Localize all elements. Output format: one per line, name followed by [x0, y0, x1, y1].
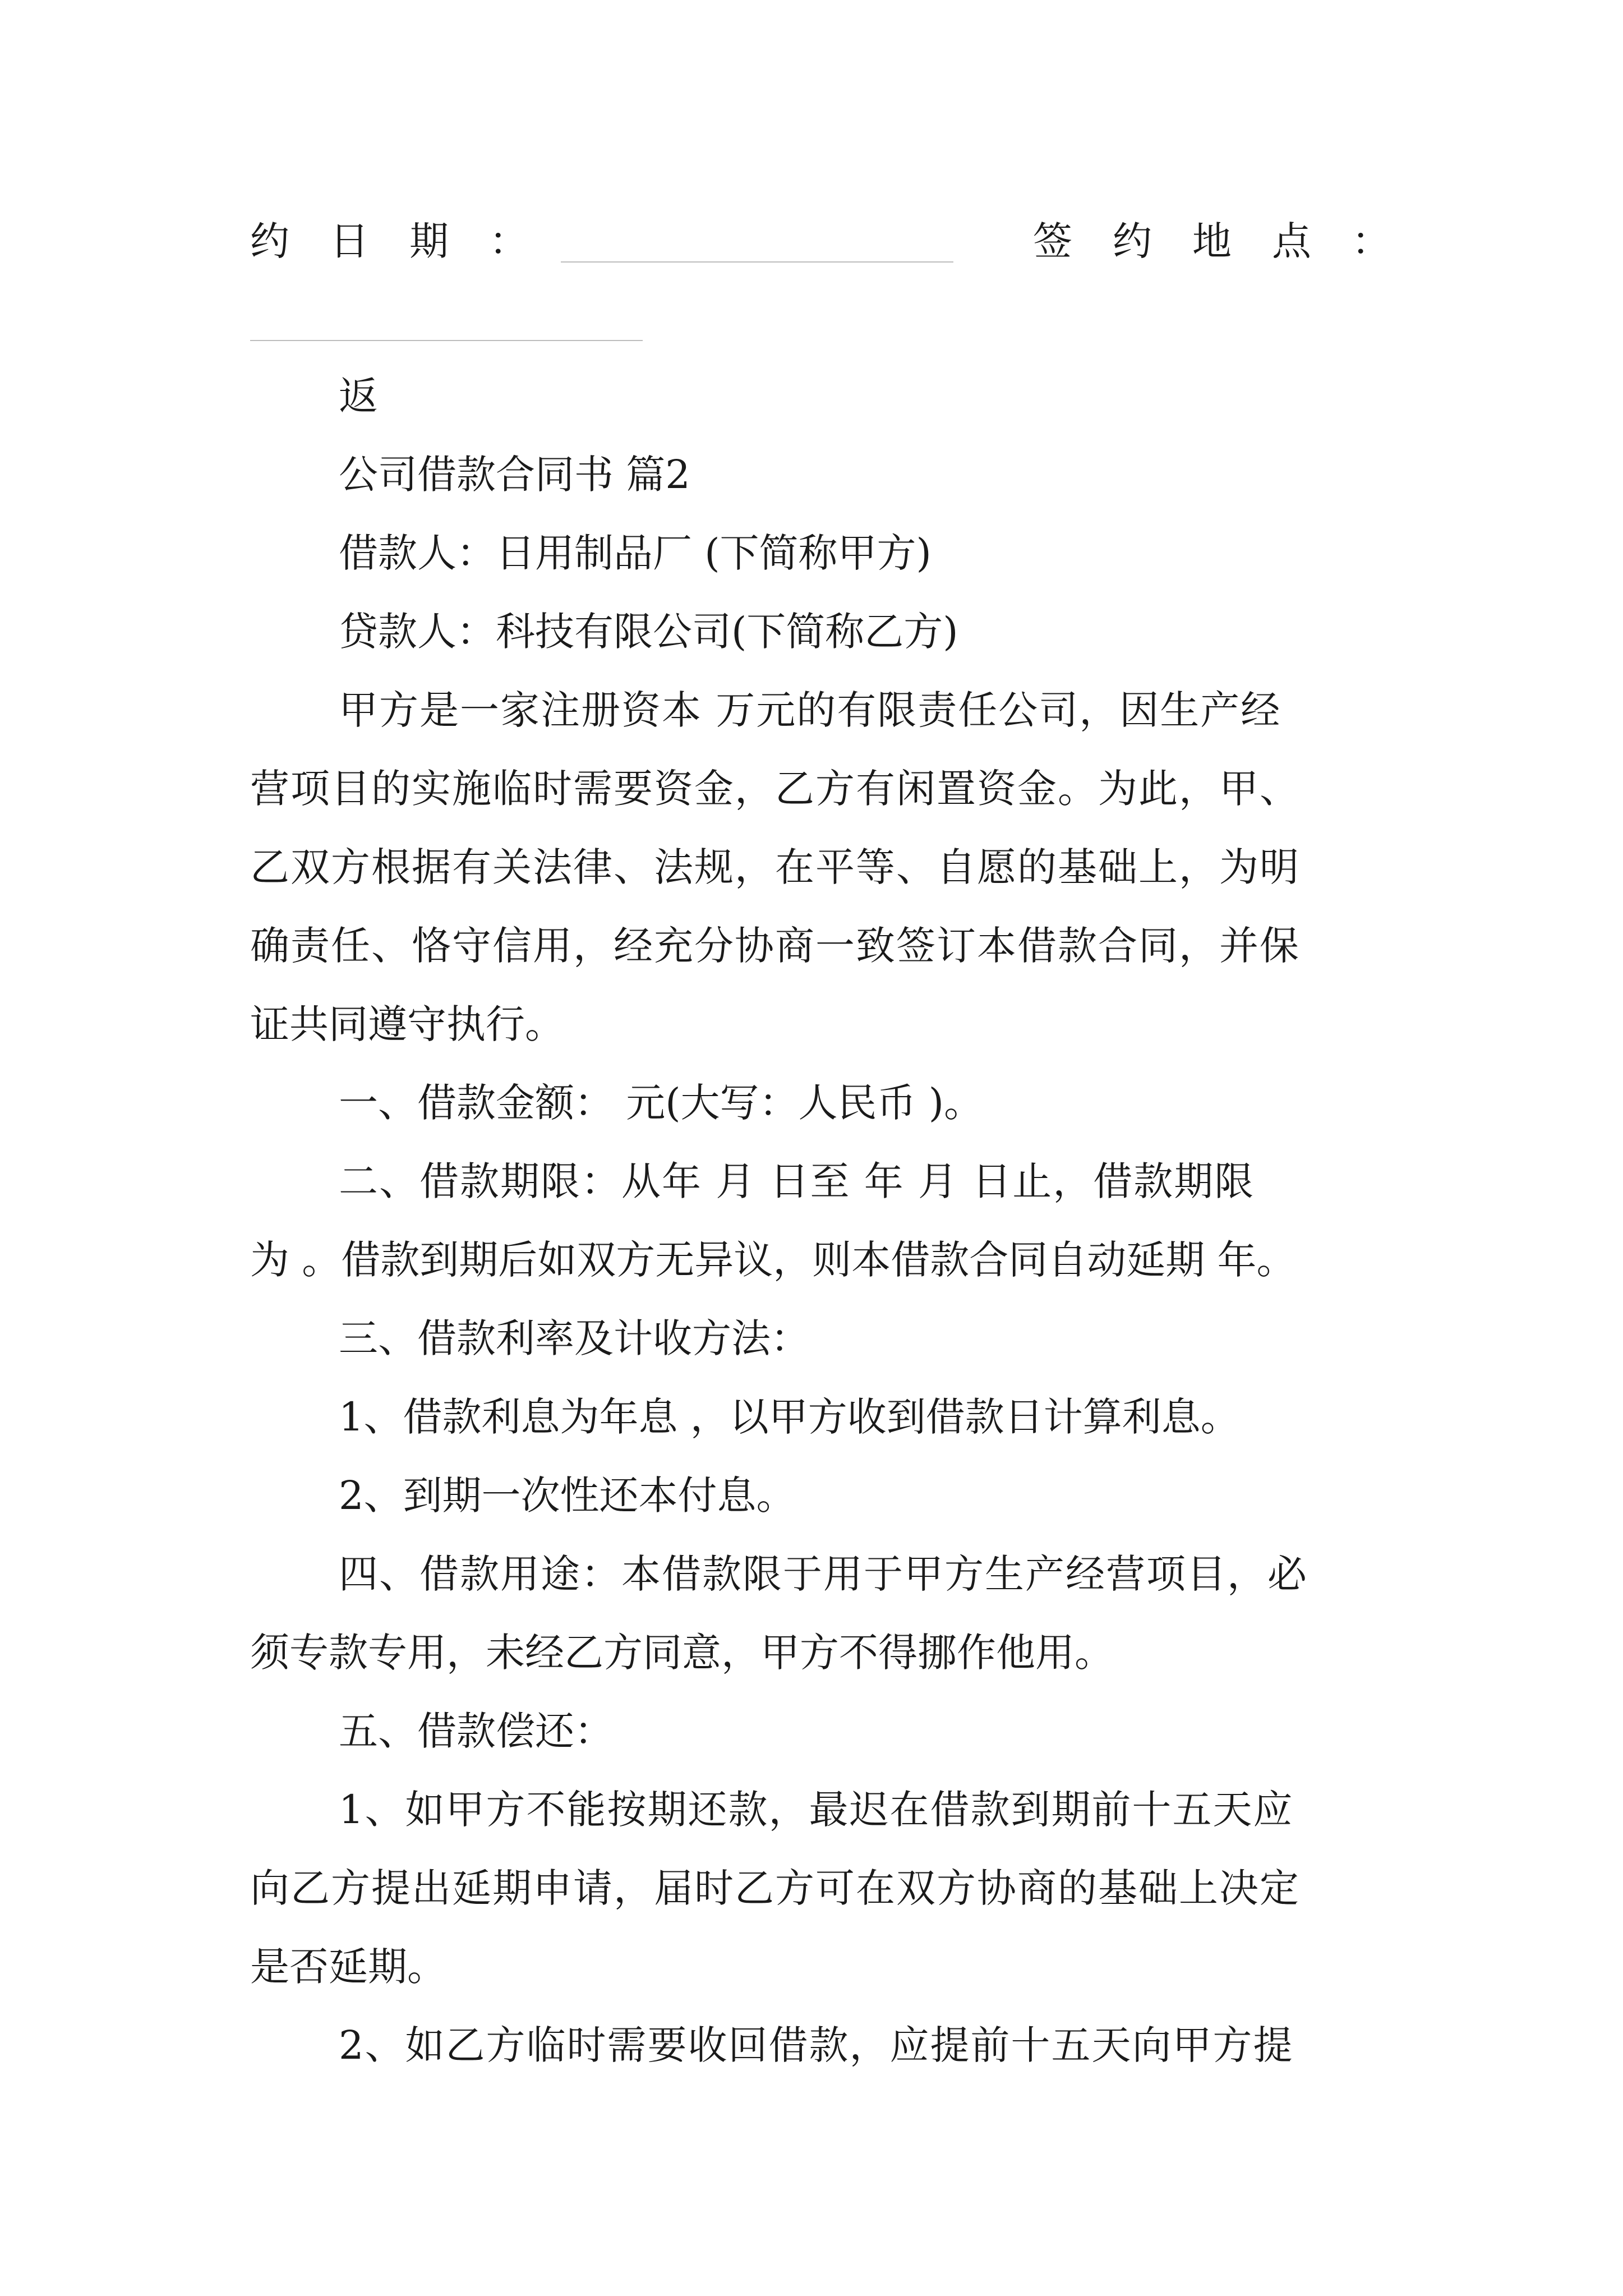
- paragraph-line: 甲方是一家注册资本 万元的有限责任公司，因生产经: [339, 687, 1281, 733]
- clause-loan-term-cont: 为 。借款到期后如双方无异议，则本借款合同自动延期 年。: [250, 1237, 1296, 1283]
- paragraph-line: 营项目的实施临时需要资金，乙方有闲置资金。为此，甲、: [250, 766, 1300, 812]
- clause-repayment-item-1: 1、如甲方不能按期还款，最迟在借款到期前十五天应: [339, 1787, 1294, 1833]
- paragraph-line: 证共同遵守执行。: [250, 1001, 564, 1047]
- return-text: 返: [339, 373, 378, 419]
- signing-date-blank: [561, 261, 953, 263]
- contract-heading: 公司借款合同书 篇2: [339, 452, 690, 498]
- signing-place-label: 签约地点：: [1033, 218, 1431, 264]
- lender-line: 贷款人：科技有限公司(下简称乙方): [339, 609, 958, 655]
- paragraph-line: 确责任、恪守信用，经充分协商一致签订本借款合同，并保: [250, 923, 1300, 969]
- signing-date-label: 约日期：: [250, 218, 569, 264]
- clause-repayment-item-2: 2、如乙方临时需要收回借款，应提前十五天向甲方提: [339, 2022, 1294, 2068]
- clause-repayment: 五、借款偿还：: [339, 1708, 614, 1754]
- borrower-line: 借款人：日用制品厂 (下简称甲方): [339, 530, 932, 576]
- signing-place-blank: [250, 340, 643, 341]
- clause-loan-amount: 一、借款金额： 元(大写：人民币 )。: [339, 1080, 984, 1126]
- clause-loan-purpose-cont: 须专款专用，未经乙方同意，甲方不得挪作他用。: [250, 1630, 1114, 1676]
- clause-loan-purpose: 四、借款用途：本借款限于用于甲方生产经营项目，必: [339, 1551, 1308, 1597]
- paragraph-line: 乙双方根据有关法律、法规，在平等、自愿的基础上，为明: [250, 844, 1300, 890]
- clause-interest-rate: 三、借款利率及计收方法：: [339, 1315, 810, 1361]
- clause-loan-term: 二、借款期限：从年 月 日至 年 月 日止，借款期限: [339, 1158, 1255, 1204]
- clause-interest-item-1: 1、借款利息为年息 ，以甲方收到借款日计算利息。: [339, 1394, 1240, 1440]
- clause-interest-item-2: 2、到期一次性还本付息。: [339, 1473, 796, 1519]
- clause-repayment-item-1-end: 是否延期。: [250, 1944, 446, 1990]
- clause-repayment-item-1-cont: 向乙方提出延期申请，届时乙方可在双方协商的基础上决定: [250, 1865, 1300, 1911]
